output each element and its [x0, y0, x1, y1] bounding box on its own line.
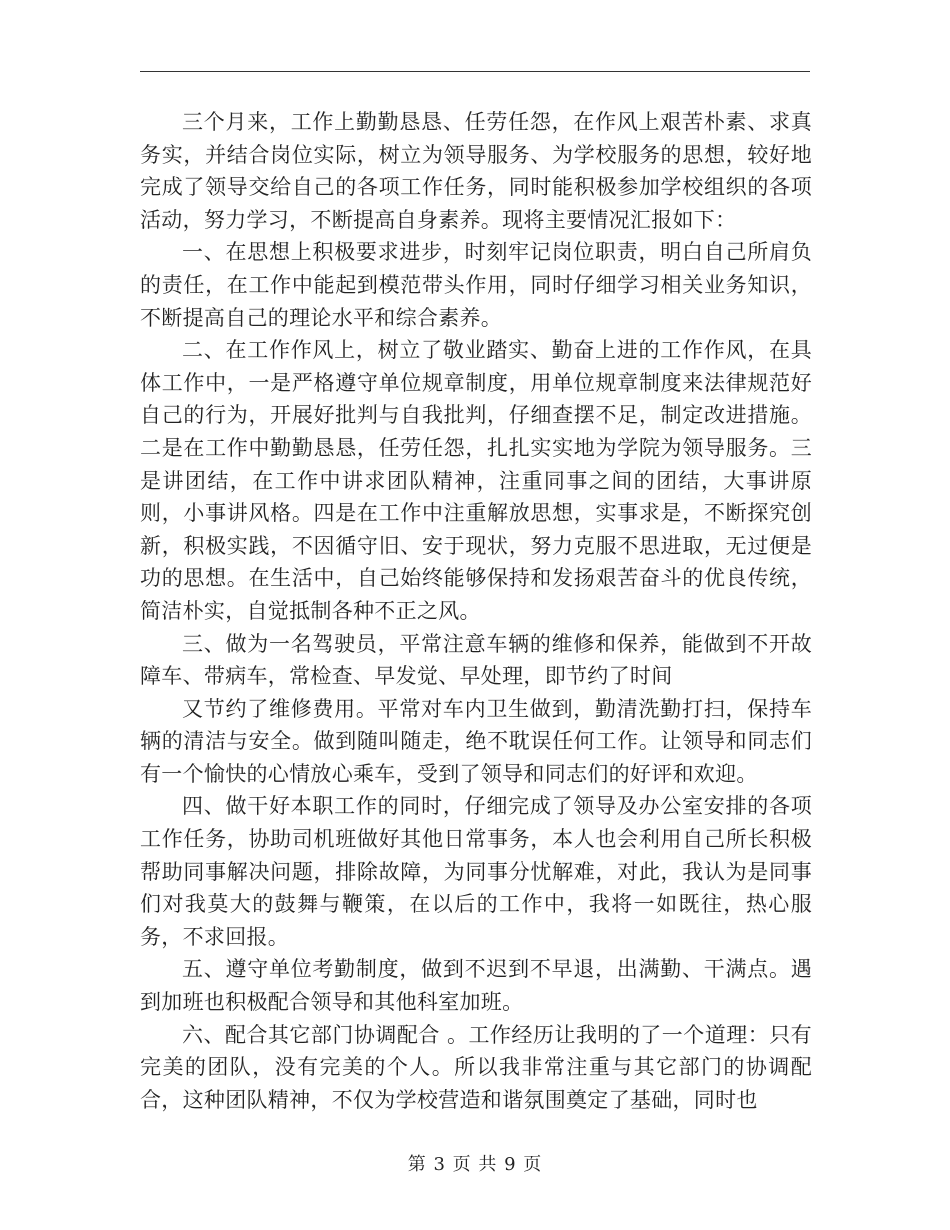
- paragraph-item-4: 四、做干好本职工作的同时，仔细完成了领导及办公室安排的各项工作任务，协助司机班做好其他日常事务，本人也会利用自己所长积极帮助同事解决问题，排除故障，为同事分忧解难，对此，我认为是同事们对我莫大的鼓舞与鞭策，在以后的工作中，我将一如既往，热心服务，不求回报。: [140, 794, 812, 949]
- paragraph-item-3-continued: 又节约了维修费用。平常对车内卫生做到，勤清洗勤打扫，保持车辆的清洁与安全。做到随叫随走，绝不耽误任何工作。让领导和同志们有一个愉快的心情放心乘车，受到了领导和同志们的好评和欢迎。: [140, 696, 812, 786]
- paragraph-item-6: 六、配合其它部门协调配合 。工作经历让我明的了一个道理：只有完美的团队，没有完美的个人。所以我非常注重与其它部门的协调配合，这种团队精神，不仅为学校营造和谐氛围奠定了基础，同时也: [140, 1022, 812, 1112]
- header-rule: [140, 71, 810, 72]
- paragraph-item-1: 一、在思想上积极要求进步，时刻牢记岗位职责，明白自己所肩负的责任，在工作中能起到模范带头作用，同时仔细学习相关业务知识，不断提高自己的理论水平和综合素养。: [140, 240, 812, 330]
- paragraph-item-3: 三、做为一名驾驶员，平常注意车辆的维修和保养，能做到不开故障车、带病车，常检查、早发觉、早处理，即节约了时间: [140, 631, 812, 689]
- paragraph-item-5: 五、遵守单位考勤制度，做到不迟到不早退，出满勤、干满点。遇到加班也积极配合领导和其他科室加班。: [140, 957, 812, 1015]
- document-body: [140, 106, 812, 1116]
- paragraph-intro: 三个月来，工作上勤勤恳恳、任劳任怨，在作风上艰苦朴素、求真务实，并结合岗位实际，树立为领导服务、为学校服务的思想，较好地完成了领导交给自己的各项工作任务，同时能积极参加学校组织的各项活动，努力学习，不断提高自身素养。现将主要情况汇报如下：: [140, 110, 812, 232]
- page-number-footer: 第 3 页 共 9 页: [407, 1154, 543, 1175]
- paragraph-item-2: 二、在工作作风上，树立了敬业踏实、勤奋上进的工作作风，在具体工作中，一是严格遵守单位规章制度，用单位规章制度来法律规范好自己的行为，开展好批判与自我批判，仔细查摆不足，制定改进措施。二是在工作中勤勤恳恳，任劳任怨，扎扎实实地为学院为领导服务。三是讲团结，在工作中讲求团队精神，注重同事之间的团结，大事讲原则，小事讲风格。四是在工作中注重解放思想，实事求是，不断探究创新，积极实践，不因循守旧、安于现状，努力克服不思进取，无过便是功的思想。在生活中，自己始终能够保持和发扬艰苦奋斗的优良传统，简洁朴实，自觉抵制各种不正之风。: [140, 338, 812, 623]
